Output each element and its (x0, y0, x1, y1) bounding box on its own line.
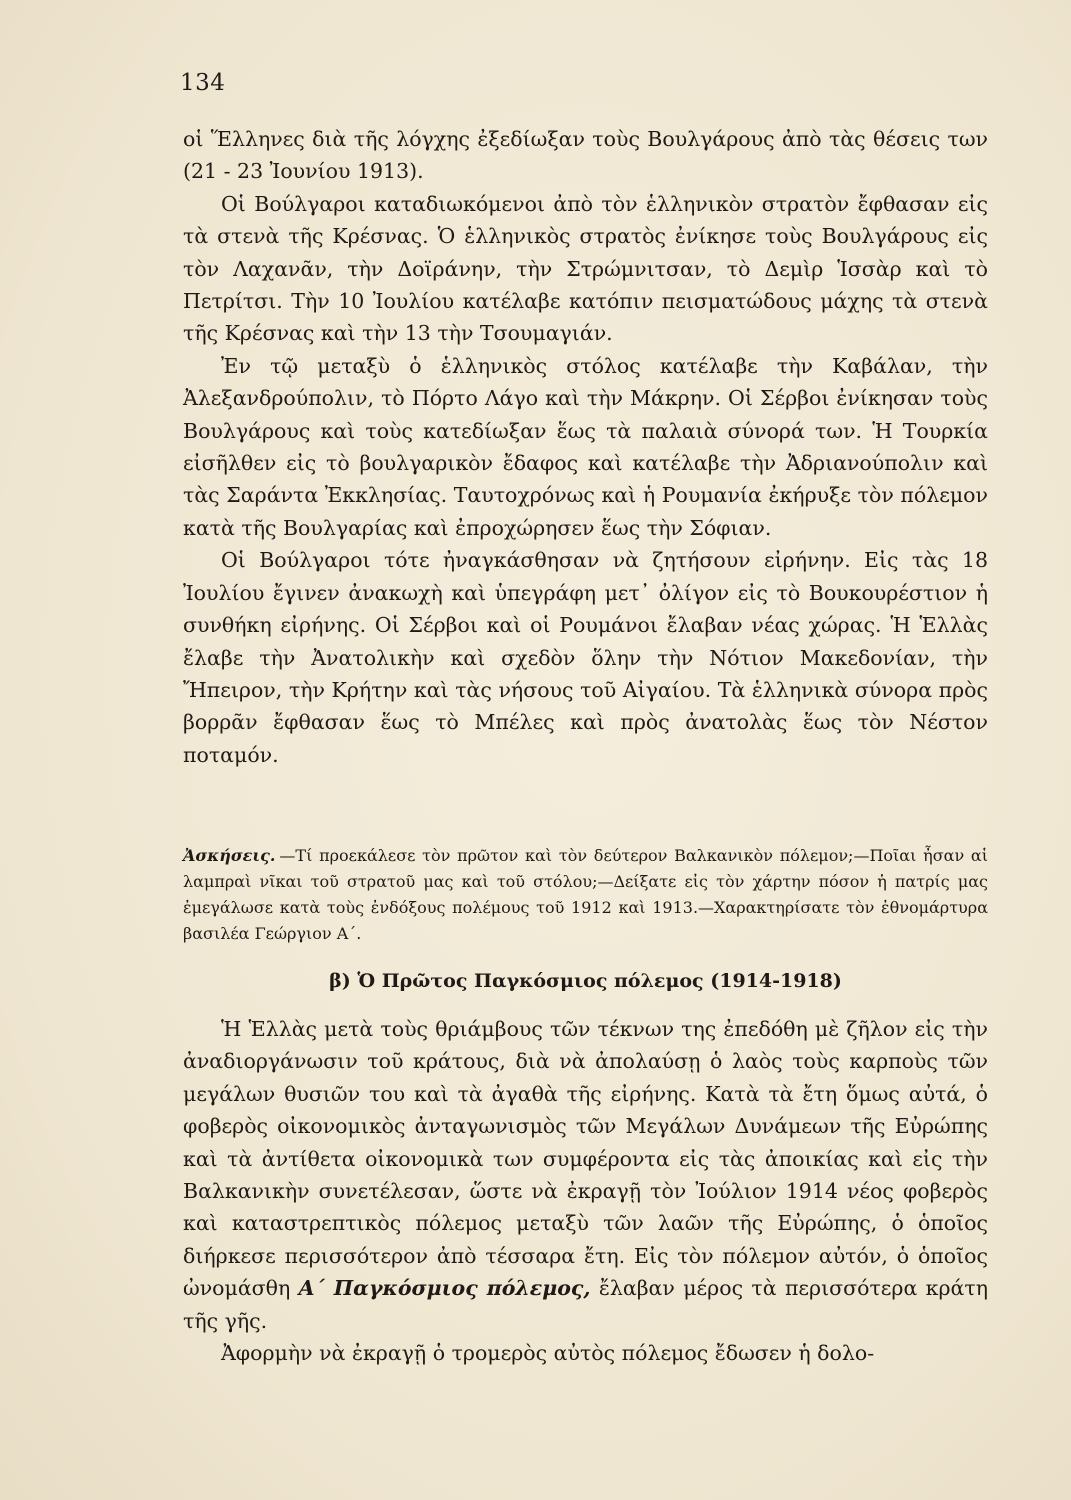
paragraph: οἱ Ἕλληνες διὰ τῆς λόγχης ἐξεδίωξαν τοὺς Βουλγάρους ἀπὸ τὰς θέσεις των (21 - 23 Ἰουνίου 1913). (183, 127, 988, 184)
paragraph: Ἐν τῷ μεταξὺ ὁ ἑλληνικὸς στόλος κατέλαβε τὴν Καβάλαν, τὴν Ἀλεξανδρούπολιν, τὸ Πόρτο Λάγο καὶ τὴν Μάκρην. Οἱ Σέρβοι ἐνίκησαν τοὺς Βουλγάρους καὶ τοὺς κατεδίωξαν ἕως τὰ παλαιὰ σύνορά των. Ἡ Τουρκία εἰσῆλθεν εἰς τὸ βουλγαρικὸν ἔδαφος καὶ κατέλαβε τὴν Ἀδριανούπολιν καὶ τὰς Σαράντα Ἐκκλησίας. Ταυτοχρόνως καὶ ἡ Ρουμανία ἐκήρυξε τὸν πόλεμον κατὰ τῆς Βουλγαρίας καὶ ἐπροχώρησεν ἕως τὴν Σόφιαν. (183, 353, 988, 540)
paragraph-text: Ἡ Ἑλλὰς μετὰ τοὺς θριάμβους τῶν τέκνων της ἐπεδόθη μὲ ζῆλον εἰς τὴν ἀναδιοργάνωσιν τοῦ κράτους, διὰ νὰ ἀπολαύσῃ ὁ λαὸς τοὺς καρποὺς τῶν μεγάλων θυσιῶν του καὶ τὰ ἀγαθὰ τῆς εἰρήνης. Κατὰ τὰ ἔτη ὅμως αὐτά, ὁ φοβερὸς οἰκονομικὸς ἀνταγωνισμὸς τῶν Μεγάλων Δυνάμεων τῆς Εὐρώπης καὶ τὰ ἀντίθετα οἰκονομικὰ των συμφέροντα εἰς τὰς ἀποικίας καὶ εἰς τὴν Βαλκανικὴν συνετέλεσαν, ὥστε νὰ ἐκραγῇ τὸν Ἰούλιον 1914 νέος φοβερὸς καὶ καταστρεπτικὸς πόλεμος μεταξὺ τῶν λαῶν τῆς Εὐρώπης, ὁ ὁποῖος διήρκεσε περισσότερον ἀπὸ τέσσαρα ἔτη. Εἰς τὸν πόλεμον αὐτόν, ὁ ὁποῖος ὠνομάσθη (183, 1017, 988, 1301)
paragraph: Οἱ Βούλγαροι τότε ἠναγκάσθησαν νὰ ζητήσουν εἰρήνην. Εἰς τὰς 18 Ἰουλίου ἔγινεν ἀνακωχὴ καὶ ὑπεγράφη μετ᾽ ὀλίγον εἰς τὸ Βουκουρέστιον ἡ συνθήκη εἰρήνης. Οἱ Σέρβοι καὶ οἱ Ρουμάνοι ἔλαβαν νέας χώρας. Ἡ Ἑλλὰς ἔλαβε τὴν Ἀνατολικὴν καὶ σχεδὸν ὅλην τὴν Νότιον Μακεδονίαν, τὴν Ἤπειρον, τὴν Κρήτην καὶ τὰς νήσους τοῦ Αἰγαίου. Τὰ ἑλληνικὰ σύνορα πρὸς βορρᾶν ἔφθασαν ἕως τὸ Μπέλες καὶ πρὸς ἀνατολὰς ἕως τὸν Νέστον ποταμόν. (183, 548, 988, 767)
exercises-label: Ἀσκήσεις. (183, 846, 276, 865)
paragraph: Οἱ Βούλγαροι καταδιωκόμενοι ἀπὸ τὸν ἑλληνικὸν στρατὸν ἔφθασαν εἰς τὰ στενὰ τῆς Κρέσνας. Ὁ ἑλληνικὸς στρατὸς ἐνίκησε τοὺς Βουλγάρους εἰς τὸν Λαχανᾶν, τὴν Δοϊράνην, τὴν Στρώμνιτσαν, τὸ Δεμὶρ Ἱσσὰρ καὶ τὸ Πετρίτσι. Τὴν 10 Ἰουλίου κατέλαβε κατόπιν πεισματώδους μάχης τὰ στενὰ τῆς Κρέσνας καὶ τὴν 13 τὴν Τσουμαγιάν. (183, 191, 988, 346)
page-number: 134 (180, 70, 226, 96)
section-heading: β) Ὁ Πρῶτος Παγκόσμιος πόλεμος (1914-1918) (329, 970, 842, 992)
body-text-top (183, 123, 988, 771)
paragraph-text: ἔλαβαν μέρος τὰ περισσότερα κράτη τῆς γῆς. (183, 1276, 989, 1333)
exercises-note (183, 843, 988, 947)
exercises-text: —Τί προεκάλεσε τὸν πρῶτον καὶ τὸν δεύτερον Βαλκανικὸν πόλεμον;—Ποῖαι ἦσαν αἱ λαμπραὶ νῖκαι τοῦ στρατοῦ μας καὶ τοῦ στόλου;—Δείξατε εἰς τὸν χάρτην πόσον ἡ πατρίς μας ἐμεγάλωσε κατὰ τοὺς ἐνδόξους πολέμους τοῦ 1912 καὶ 1913.—Χαρακτηρίσατε τὸν ἐθνομάρτυρα βασιλέα Γεώργιον Α΄. (183, 846, 988, 943)
emphasized-term: Α΄ Παγκόσμιος πόλεμος, (298, 1276, 591, 1301)
paragraph: Ἀφορμὴν νὰ ἐκραγῇ ὁ τρομερὸς αὐτὸς πόλεμος ἔδωσεν ἡ δολο- (221, 1341, 875, 1366)
body-text-bottom (183, 1013, 988, 1369)
paragraph (183, 1013, 988, 1337)
